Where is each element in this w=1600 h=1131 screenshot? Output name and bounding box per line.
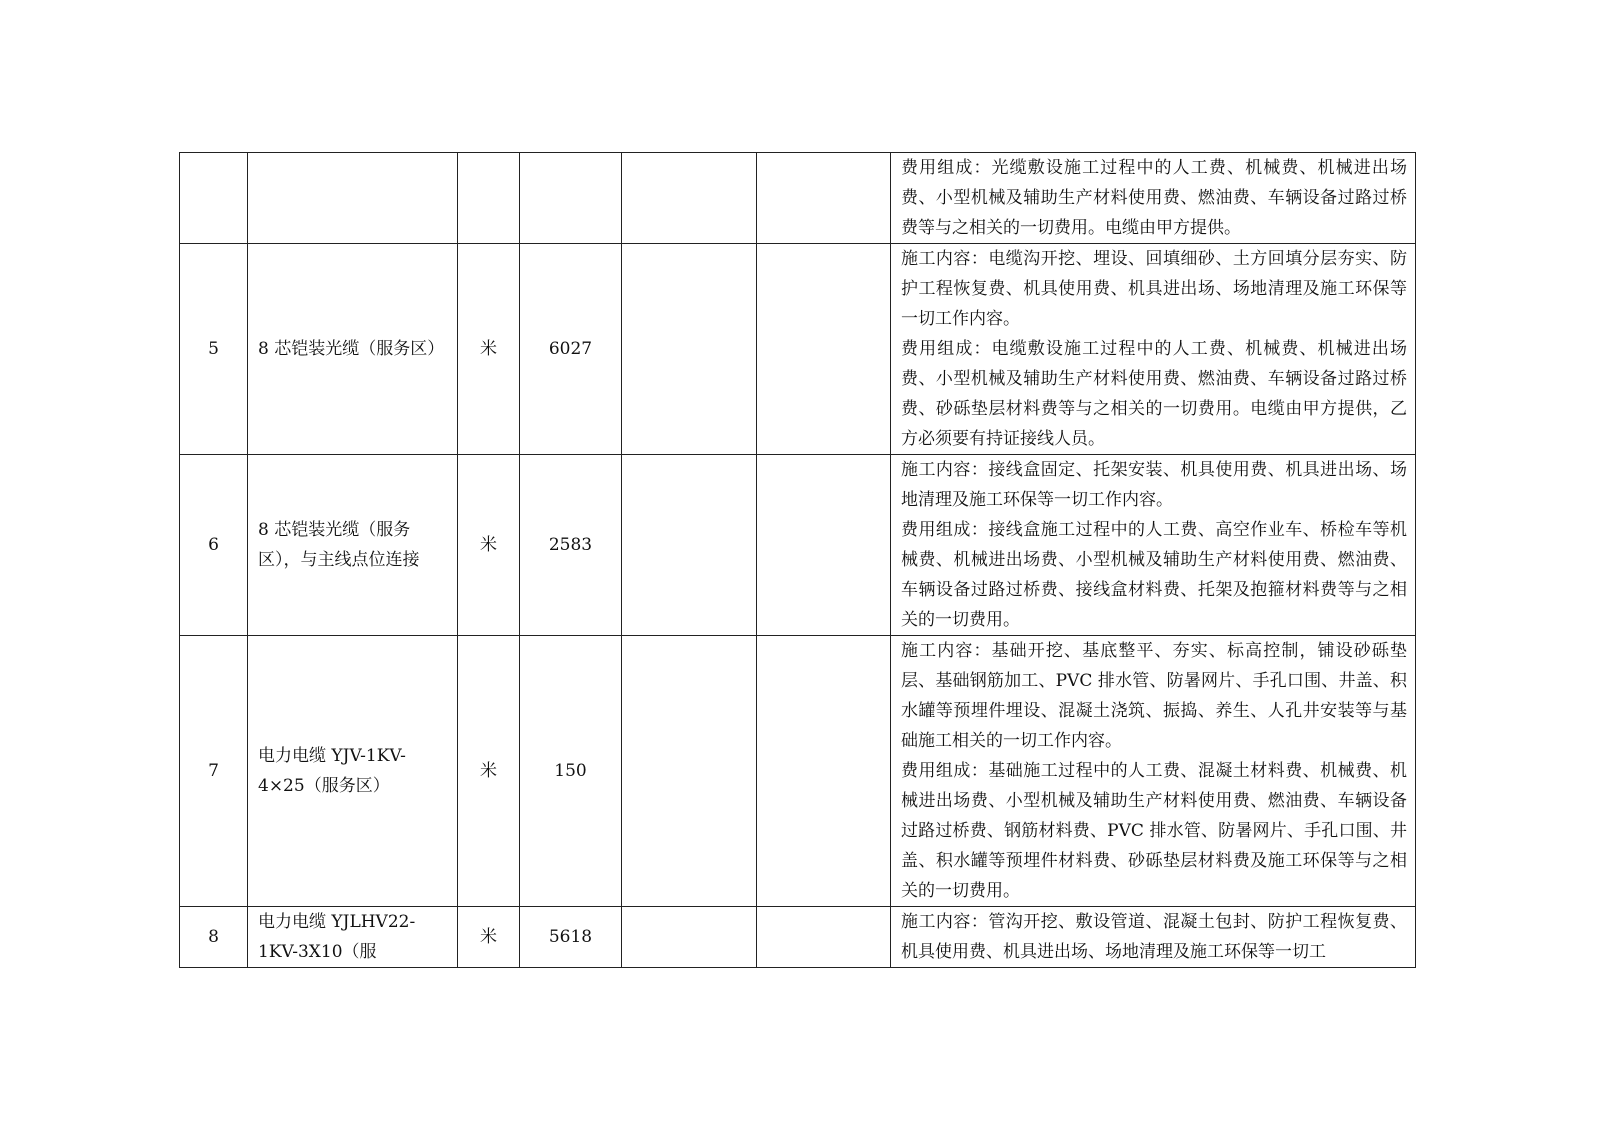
unit-cell [458, 153, 520, 244]
total-price-cell [757, 636, 891, 907]
cost-composition-text: 费用组成：接线盒施工过程中的人工费、高空作业车、桥检车等机械费、机械进出场费、小型机械及辅助生产材料使用费、燃油费、车辆设备过路过桥费、接线盒材料费、托架及抱箍材料费等与之相关的一切费用。 [901, 520, 1407, 630]
item-name-cell: 电力电缆 YJV-1KV-4×25（服务区） [248, 636, 458, 907]
description-cell [891, 455, 1416, 636]
item-number-cell: 7 [180, 636, 248, 907]
construction-content-text: 施工内容：电缆沟开挖、埋设、回填细砂、土方回填分层夯实、防护工程恢复费、机具使用费、机具进出场、场地清理及施工环保等一切工作内容。 [901, 249, 1407, 329]
item-name-text: 电力电缆 YJLHV22-1KV-3X10（服 [258, 912, 416, 962]
table-row [180, 244, 1416, 455]
total-price-cell [757, 907, 891, 968]
unit-cell: 米 [458, 244, 520, 455]
total-price-cell [757, 244, 891, 455]
quantity-cell [520, 153, 622, 244]
cost-composition-text: 费用组成：基础施工过程中的人工费、混凝土材料费、机械费、机械进出场费、小型机械及辅助生产材料使用费、燃油费、车辆设备过路过桥费、钢筋材料费、PVC 排水管、防暑网片、手孔口围、井盖、积水罐等预埋件材料费、砂砾垫层材料费及施工环保等与之相关的一切费用。 [901, 761, 1407, 901]
table-row [180, 455, 1416, 636]
description-cell [891, 636, 1416, 907]
unit-price-cell [622, 636, 757, 907]
description-cell [891, 153, 1416, 244]
total-price-cell [757, 455, 891, 636]
table-row [180, 153, 1416, 244]
quantity-cell: 150 [520, 636, 622, 907]
unit-price-cell [622, 455, 757, 636]
quantity-cell: 5618 [520, 907, 622, 968]
quantity-cell: 2583 [520, 455, 622, 636]
description-cell [891, 907, 1416, 968]
cost-composition-text: 费用组成：光缆敷设施工过程中的人工费、机械费、机械进出场费、小型机械及辅助生产材料使用费、燃油费、车辆设备过路过桥费等与之相关的一切费用。电缆由甲方提供。 [901, 158, 1407, 238]
unit-cell: 米 [458, 907, 520, 968]
unit-price-cell [622, 153, 757, 244]
unit-cell: 米 [458, 636, 520, 907]
item-name-cell: 8 芯铠装光缆（服务区） [248, 244, 458, 455]
table-row [180, 636, 1416, 907]
unit-cell: 米 [458, 455, 520, 636]
item-name-cell: 8 芯铠装光缆（服务区），与主线点位连接 [248, 455, 458, 636]
unit-price-cell [622, 244, 757, 455]
item-name-cell [248, 907, 458, 968]
item-number-cell: 5 [180, 244, 248, 455]
construction-content-text: 施工内容：接线盒固定、托架安装、机具使用费、机具进出场、场地清理及施工环保等一切工作内容。 [901, 460, 1407, 510]
table-row [180, 907, 1416, 968]
quantity-bill-table [179, 152, 1416, 968]
item-number-cell: 8 [180, 907, 248, 968]
cost-composition-text: 费用组成：电缆敷设施工过程中的人工费、机械费、机械进出场费、小型机械及辅助生产材料使用费、燃油费、车辆设备过路过桥费、砂砾垫层材料费等与之相关的一切费用。电缆由甲方提供，乙方必须要有持证接线人员。 [901, 339, 1407, 449]
unit-price-cell [622, 907, 757, 968]
total-price-cell [757, 153, 891, 244]
description-cell [891, 244, 1416, 455]
item-name-cell [248, 153, 458, 244]
quantity-cell: 6027 [520, 244, 622, 455]
construction-content-text: 施工内容：基础开挖、基底整平、夯实、标高控制，铺设砂砾垫层、基础钢筋加工、PVC 排水管、防暑网片、手孔口围、井盖、积水罐等预埋件埋设、混凝土浇筑、振捣、养生、人孔井安装等与基础施工相关的一切工作内容。 [901, 641, 1407, 751]
item-number-cell: 6 [180, 455, 248, 636]
construction-content-text: 施工内容：管沟开挖、敷设管道、混凝土包封、防护工程恢复费、机具使用费、机具进出场、场地清理及施工环保等一切工 [901, 912, 1407, 962]
item-number-cell [180, 153, 248, 244]
